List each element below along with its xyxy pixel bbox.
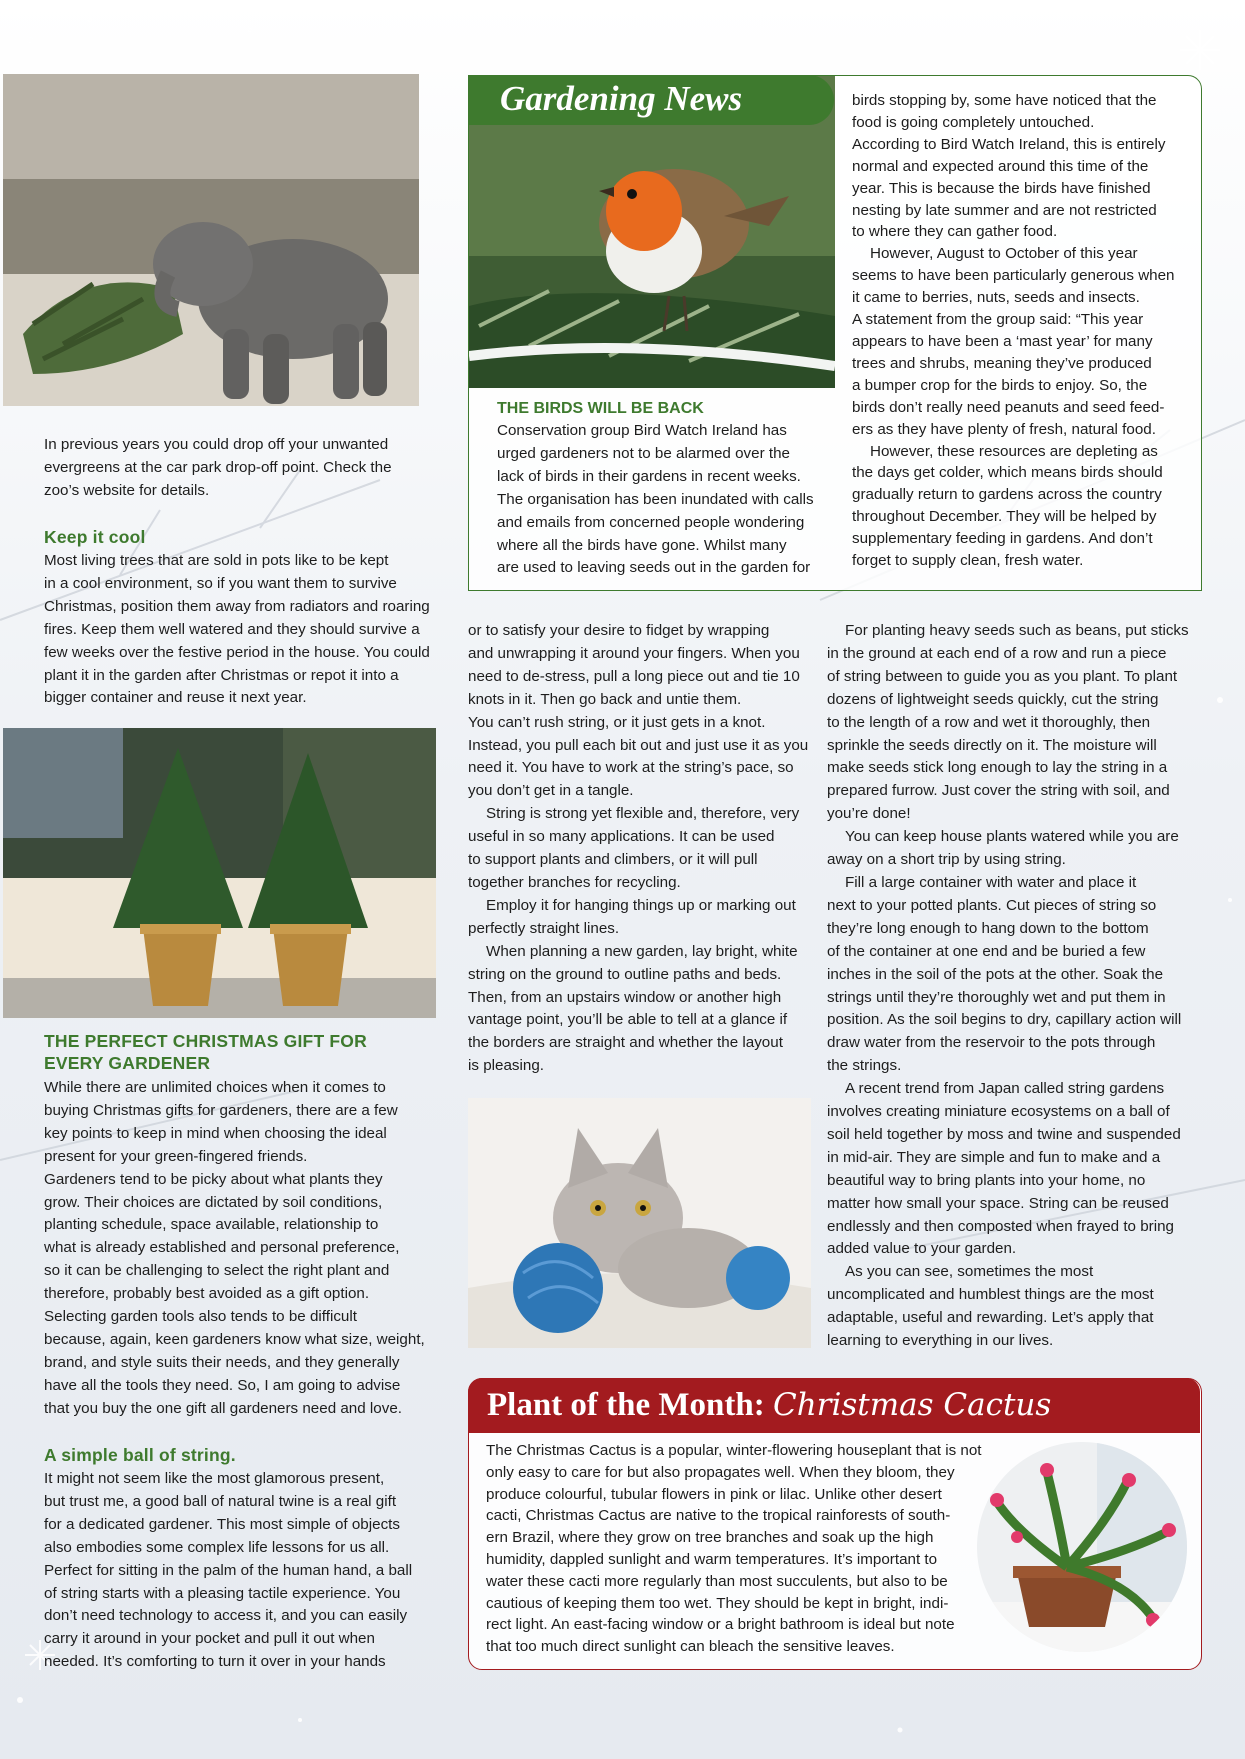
keep-cool-text: Most living trees that are sold in pots like to be kept in a cool environment, so if you want them to survive Christmas, position them away from radiators and roaring fires. Keep them well watered and they should survive a few weeks over the festive period in the house. You could plant it in the garden after Christmas or repot it into a bigger container and reuse it next year. (44, 552, 430, 707)
gift-text: While there are unlimited choices when it comes to buying Christmas gifts for gardeners, there are a few key points to keep in mind when choosing the ideal present for your green-fingered friends. Gardeners tend to be picky about what plants they grow. Their choices are dictated by soil conditions, planting schedule, space available, relationship to what is already established and personal preference, so it can be challenging to select the right plant and therefore, probably best avoided as a gift option. Selecting garden tools also tends to be difficult because, again, keen gardeners know what size, weight, brand, and style suits their needs, and they generally have all the tools they need. So, I am going to advise that you buy the one gift all gardeners need and love. (44, 1079, 425, 1417)
birds-subheading: THE BIRDS WILL BE BACK (497, 400, 704, 417)
plant-title: Plant of the Month: Christmas Cactus (487, 1387, 1052, 1423)
plant-text: The Christmas Cactus is a popular, winter-flowering houseplant that is not only easy to care for but also propagates well. When they bloom, they produce colourful, tubular flowers in pink or lilac. Unlike other desert cacti, Christmas Cactus are native to the tropical rainforests of south- ern Brazil, where they grow on tree branches and soak up the high humidity, dappled sunlight and warm temperatures. It’s important to water these cacti more regularly than most succulents, but also to be cautious of keeping them too wet. They should be kept in bright, indi- rect light. An east-facing window or a bright bathroom is ideal but note that too much direct sunlight can bleach the sensitive leaves. (486, 1442, 982, 1656)
potted-trees-photo (3, 728, 436, 1018)
cactus-photo (977, 1442, 1187, 1652)
intro-text: In previous years you could drop off your unwanted evergreens at the car park drop-off point. Check the zoo’s website for details. (44, 436, 392, 499)
news-column-1: Conservation group Bird Watch Ireland has urged gardeners not to be alarmed over the lack of birds in their gardens in recent weeks. The organisation has been inundated with calls and emails from concerned people wondering where all the birds have gone. Whilst many are used to leaving seeds out in the garden for (497, 422, 814, 577)
keep-cool-heading: Keep it cool (44, 527, 146, 547)
string-text: It might not seem like the most glamorous present, but trust me, a good ball of natural twine is a real gift for a dedicated gardener. This most simple of objects also embodies some complex life lessons for us all. Perfect for sitting in the palm of the human hand, a ball of string starts with a pleasing tactile experience. You don’t need technology to access it, and you can easily carry it around in your pocket and pull it out when needed. It’s comforting to turn it over in your hands (44, 1470, 413, 1671)
gift-heading: THE PERFECT CHRISTMAS GIFT FOR EVERY GARDENER (44, 1031, 367, 1073)
elephant-photo (3, 74, 419, 406)
news-title: Gardening News (500, 79, 743, 118)
kitten-photo (468, 1098, 811, 1348)
right-text: For planting heavy seeds such as beans, put sticks in the ground at each end of a row and run a piece of string between to guide you as you plant. To plant dozens of lightweight seeds quickly, cut the string to the length of a row and wet it thoroughly, then sprinkle the seeds directly on it. The moisture will make seeds stick long enough to lay the string in a prepared furrow. Just cover the string with soil, and you’re done! You can keep house plants watered while you are away on a short trip by using string. Fill a large container with water and place it next to your potted plants. Cut pieces of string so they’re long enough to hang down to the bottom of the container at one end and be buried a few inches in the soil of the pots at the other. Soak the strings until they’re thoroughly wet and put them in position. As the soil begins to dry, capillary action will draw water from the reservoir to the pots through the strings. A recent trend from Japan called string gardens involves creating miniature ecosystems on a ball of soil held together by moss and twine and suspended in mid-air. They are simple and fun to make and a beautiful way to bring plants into your home, no matter how small your space. String can be reused endlessly and then composted when frayed to bring added value to your garden. As you can see, sometimes the most uncomplicated and humblest things are the most adaptable, useful and rewarding. Let’s apply that learning to everything in our lives. (827, 622, 1189, 1350)
news-column-2: birds stopping by, some have noticed that the food is going completely untouched. According to Bird Watch Ireland, this is entirely normal and expected around this time of the year. This is because the birds have finished nesting by late summer and are not restricted to where they can gather food. However, August to October of this year seems to have been particularly generous when it came to berries, nuts, seeds and insects. A statement from the group said: “This year appears to have been a ‘mast year’ for many trees and shrubs, meaning they’ve produced a bumper crop for the birds to enjoy. So, the birds don’t really need peanuts and seed feed- ers as they have plenty of fresh, natural food. However, these resources are depleting as the days get colder, which means birds should gradually return to gardens across the country throughout December. They will be helped by supplementary feeding in gardens. And don’t forget to supply clean, fresh water. (852, 92, 1175, 570)
string-heading: A simple ball of string. (44, 1445, 236, 1465)
middle-text: or to satisfy your desire to fidget by wrapping and unwrapping it around your fingers. When you need to de-stress, pull a long piece out and tie 10 knots in it. Then go back and untie them. You can’t rush string, or it just gets in a knot. Instead, you pull each bit out and just use it as you need it. You have to work at the string’s pace, so you don’t get in a tangle. String is strong yet flexible and, therefore, very useful in so many applications. It can be used to support plants and climbers, or it will pull together branches for recycling. Employ it for hanging things up or marking out perfectly straight lines. When planning a new garden, lay bright, white string on the ground to outline paths and beds. Then, from an upstairs window or another high vantage point, you’ll be able to tell at a glance if the borders are straight and whether the layout is pleasing. (468, 622, 809, 1075)
